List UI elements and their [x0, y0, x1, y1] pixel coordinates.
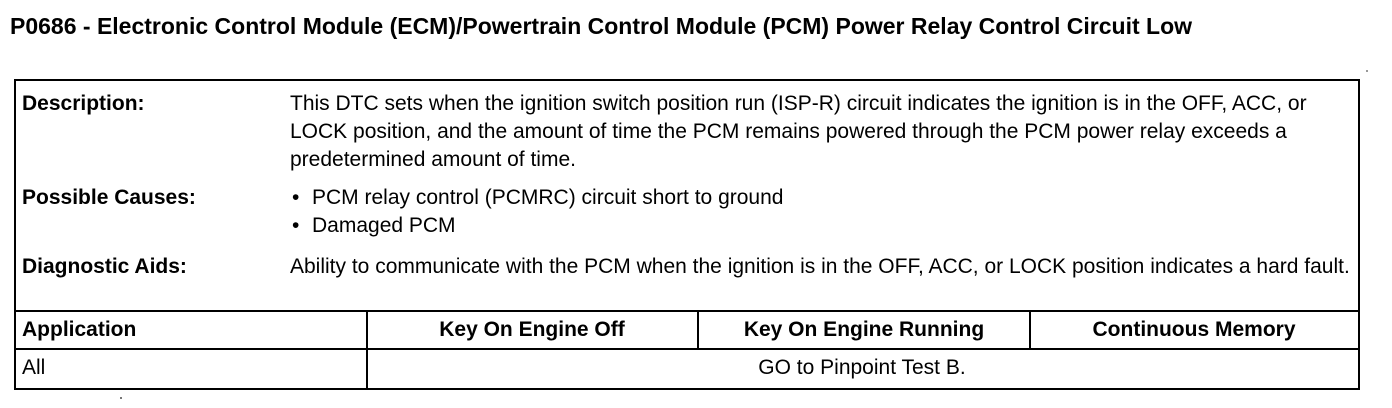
description-text: This DTC sets when the ignition switch position run (ISP-R) circuit indicates the ignition is in the OFF, ACC, or LOCK position, and the amount of time the PCM remains powered through the PCM power relay exceeds a predetermined amount of time.	[290, 92, 1307, 171]
possible-causes-list	[290, 184, 1356, 240]
list-item	[290, 212, 1356, 240]
header-koer: Key On Engine Running	[743, 318, 985, 341]
cause-text: PCM relay control (PCMRC) circuit short to ground	[312, 186, 784, 209]
diagnostic-aids-label: Diagnostic Aids:	[22, 255, 187, 278]
table-row	[16, 350, 1358, 388]
cause-text: Damaged PCM	[312, 214, 456, 237]
description-label: Description:	[22, 92, 145, 115]
scan-speck	[120, 397, 122, 399]
header-koeo: Key On Engine Off	[439, 318, 625, 341]
bullet-icon: •	[292, 214, 300, 237]
diagnostic-aids-text: Ability to communicate with the PCM when the ignition is in the OFF, ACC, or LOCK position indicates a hard fault.	[290, 255, 1350, 278]
header-continuous-memory: Continuous Memory	[1092, 318, 1296, 341]
page-title: P0686 - Electronic Control Module (ECM)/Powertrain Control Module (PCM) Power Relay Control Circuit Low	[10, 13, 1193, 39]
cell-action: GO to Pinpoint Test B.	[758, 356, 966, 379]
test-table	[16, 310, 1358, 388]
column-divider	[1029, 312, 1031, 350]
scan-speck	[1366, 70, 1368, 72]
possible-causes-label: Possible Causes:	[22, 186, 196, 209]
table-header-row	[16, 312, 1358, 350]
list-item	[290, 184, 1356, 212]
header-application: Application	[22, 318, 137, 341]
dtc-info-box	[14, 79, 1360, 390]
column-divider	[697, 312, 699, 350]
bullet-icon: •	[292, 186, 300, 209]
column-divider	[366, 312, 368, 388]
cell-application: All	[22, 356, 46, 379]
